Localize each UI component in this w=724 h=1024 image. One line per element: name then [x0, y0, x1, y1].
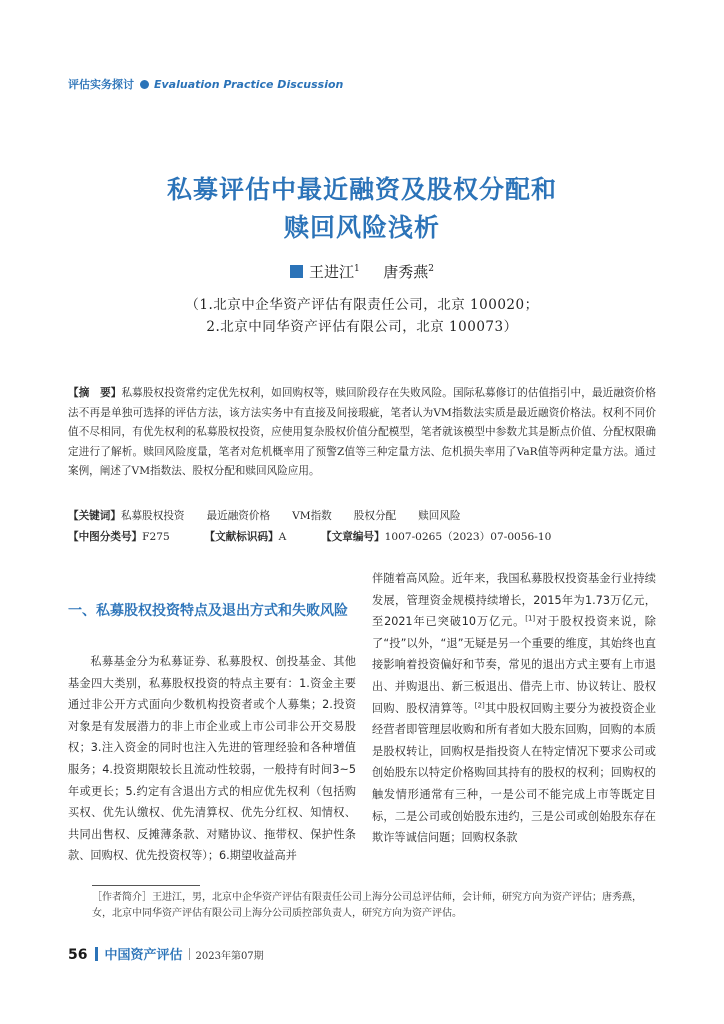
square-icon — [290, 265, 303, 278]
author-note-text: 王进江，男，北京中企华资产评估有限责任公司上海分公司总评估师，会计师，研究方向为资产评估；唐秀燕，女，北京中同华资产评估有限公司上海分公司质控部负责人，研究方向为资产评估。 — [92, 892, 642, 919]
issue-label: 2023年第07期 — [195, 951, 264, 962]
affiliation-1: （1.北京中企华资产评估有限责任公司，北京 100020； — [185, 297, 539, 313]
body-text: 对于股权投资来说，除了“投”以外，“退”无疑是另一个重要的维度，其始终也直接影响着投资偏好和节奏，常见的退出方式主要有上市退出、并购退出、新三板退出、借壳上市、协议转让、股权回购、股权清算等。 — [372, 615, 656, 715]
abstract-text: 私募股权投资常约定优先权利，如回购权等，赎回阶段存在失败风险。国际私募修订的估值指引中，最近融资价格法不再是单独可选择的评估方法，该方法实务中有直接及间接瑕疵，笔者认为VM指数法实质是最近融资价格法。权利不同价值不尽相同，有优先权利的私募股权投资，应使用复杂股权价值分配模型，笔者就该模型中参数尤其是断点价值、分配权限确定进行了解析。赎回风险度量，笔者对危机概率用了预警Z值等三种定量方法、危机损失率用了VaR值等两种定量方法。通过案例，阐述了VM指数法、股权分配和赎回风险应用。 — [68, 387, 657, 477]
footnote-divider — [92, 885, 200, 886]
abstract — [68, 384, 656, 482]
author-note — [92, 890, 658, 922]
footer-bar — [95, 947, 98, 961]
body-text: 其中股权回购主要分为被投资企业经营者即管理层收购和所有者如大股东回购，回购的本质是股权转让，回购权是指投资人在特定情况下要求公司或创始股东以特定价格购回其持有的股权的权利；回购权的触发情形通常有三种，一是公司不能完成上市等既定目标，二是公司或创始股东违约，三是公司或创始股东存在欺诈等诚信问题；回购权条款 — [372, 701, 656, 845]
page-number: 56 — [68, 947, 88, 963]
doc-code-value: A — [278, 531, 287, 543]
author-1: 王进江 — [308, 263, 354, 281]
article-title-line1: 私募评估中最近融资及股权分配和 — [166, 175, 557, 204]
keywords — [68, 508, 656, 523]
article-number-label: 【文章编号】 — [321, 531, 385, 543]
author-2: 唐秀燕 — [383, 263, 429, 281]
keyword-item: 赎回风险 — [418, 510, 461, 522]
keywords-label: 【关键词】 — [68, 510, 121, 522]
abstract-label: 【摘 要】 — [68, 387, 122, 399]
body-paragraph — [372, 568, 656, 849]
author-2-sup: 2 — [428, 264, 435, 274]
journal-name: 中国资产评估 — [104, 948, 183, 963]
footer-separator — [189, 948, 190, 960]
citation: [2] — [474, 700, 485, 709]
author-note-label: ［作者简介］ — [92, 892, 152, 903]
author-line — [0, 261, 724, 282]
section-tag-cn: 评估实务探讨 — [68, 78, 134, 91]
page-footer — [68, 944, 264, 963]
bullet-icon — [140, 80, 149, 89]
article-title-line2: 赎回风险浅析 — [283, 213, 440, 242]
body-paragraph: 私募基金分为私募证券、私募股权、创投基金、其他基金四大类别，私募股权投资的特点主要有：1.资金主要通过非公开方式面向少数机构投资者或个人募集；2.投资对象是有发展潜力的非上市企业或上市公司非公开交易股权；3.注入资金的同时也注入先进的管理经验和各种增值服务；4.投资期限较长且流动性较弱，一般持有时间3~5年或更长；5.约定有含退出方式的相应优先权利（包括购买权、优先认缴权、优先清算权、优先分红权、知情权、共同出售权、反摊薄条款、对赌协议、拖带权、保护性条款、回购权、优先投资权等）；6.期望收益高并 — [68, 655, 356, 863]
section-tag — [68, 76, 343, 92]
article-number-value: 1007-0265（2023）07-0056-10 — [384, 531, 552, 543]
body-column-left — [68, 651, 356, 867]
keyword-item: 最近融资价格 — [206, 510, 271, 522]
section-heading: 一、私募股权投资特点及退出方式和失败风险 — [68, 603, 348, 619]
clc-label: 【中图分类号】 — [68, 531, 143, 543]
doc-code-label: 【文献标识码】 — [204, 531, 279, 543]
body-text: 伴随着高风险。近年来，我国私募股权投资基金行业持续发展，管理资金规模持续增长，2015年为1.73万亿元，至2021年已突破10万亿元。 — [372, 572, 656, 629]
section-tag-en: Evaluation Practice Discussion — [154, 78, 344, 91]
citation: [1] — [525, 614, 536, 623]
author-1-sup: 1 — [353, 264, 360, 274]
keyword-item: 私募股权投资 — [120, 510, 185, 522]
keyword-item: VM指数 — [292, 510, 332, 522]
clc-value: F275 — [142, 531, 170, 543]
affiliation-2: 2.北京中同华资产评估有限公司，北京 100073） — [206, 319, 518, 335]
keyword-item: 股权分配 — [353, 510, 397, 522]
body-column-right — [372, 568, 656, 849]
classification-line — [68, 529, 656, 544]
